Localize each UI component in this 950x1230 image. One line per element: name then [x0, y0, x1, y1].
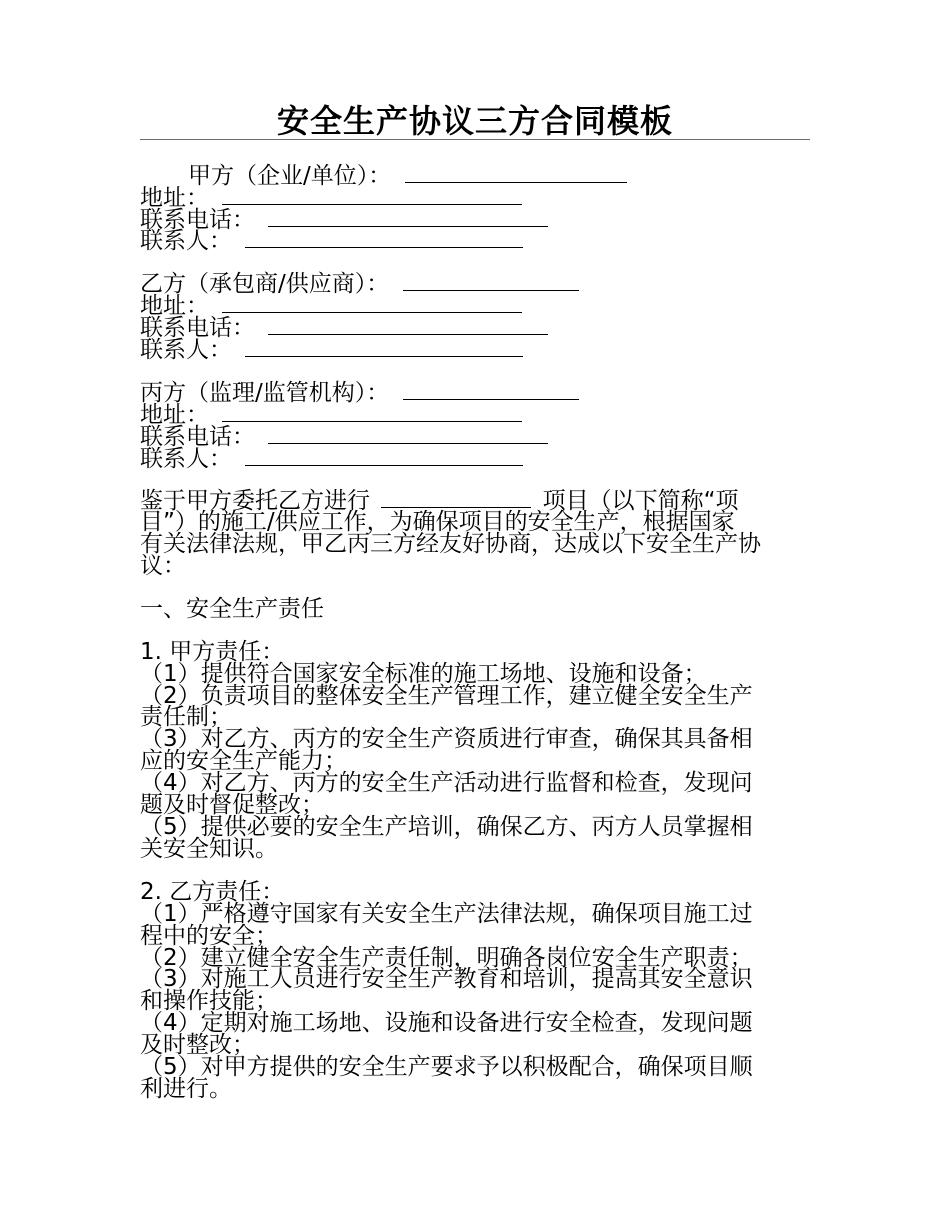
party-b-phone-blank [268, 316, 548, 335]
party-b-duty-4b: 及时整改； [140, 1032, 255, 1058]
party-c-phone-blank [268, 425, 548, 444]
preamble-line-2: 目”）的施工/供应工作，为确保项目的安全生产，根据国家 [140, 509, 735, 535]
party-a-duty-3a: （3）对乙方、丙方的安全生产资质进行审查，确保其具备相 [140, 726, 753, 752]
party-b-address-blank [222, 294, 522, 313]
party-b-address-label: 地址： [140, 293, 209, 319]
party-b-address-line [140, 294, 522, 317]
party-a-contact-blank [245, 229, 523, 248]
party-a-duty-2b: 责任制； [140, 704, 232, 730]
party-b-contact-line [140, 338, 523, 361]
preamble-text-1b: 项目（以下简称“项 [542, 488, 739, 514]
party-b-duty-3a: （3）对施工人员进行安全生产教育和培训，提高其安全意识 [140, 966, 753, 992]
preamble-line-4: 议： [140, 553, 186, 579]
title-underline [140, 139, 810, 140]
party-c-contact-blank [245, 447, 523, 466]
party-a-phone-blank [268, 208, 548, 227]
party-b-duty-1a: （1）严格遵守国家有关安全生产法律法规，确保项目施工过 [140, 901, 753, 927]
party-a-contact-line [140, 229, 523, 252]
party-c-header: 丙方（监理/监管机构）： [140, 380, 390, 406]
party-b-phone-line [140, 316, 548, 339]
party-b-header: 乙方（承包商/供应商）： [140, 271, 390, 297]
party-c-phone-line [140, 425, 548, 448]
project-name-blank [381, 489, 531, 508]
party-b-name-blank [403, 272, 579, 291]
party-c-contact-label: 联系人： [140, 446, 232, 472]
party-a-phone-label: 联系电话： [140, 207, 255, 233]
party-c-name-blank [403, 381, 579, 400]
party-b-duty-5b: 利进行。 [140, 1076, 232, 1102]
party-a-duty-2a: （2）负责项目的整体安全生产管理工作，建立健全安全生产 [140, 683, 753, 709]
party-b-contact-label: 联系人： [140, 337, 232, 363]
party-a-duty-4a: （4）对乙方、丙方的安全生产活动进行监督和检查，发现问 [140, 770, 753, 796]
party-b-duty-1b: 程中的安全； [140, 923, 278, 949]
party-a-duty-3b: 应的安全生产能力； [140, 748, 347, 774]
preamble-line-3: 有关法律法规，甲乙丙三方经友好协商，达成以下安全生产协 [140, 531, 761, 557]
party-a-address-line [140, 186, 522, 209]
party-c-phone-label: 联系电话： [140, 424, 255, 450]
party-a-duty-5a: （5）提供必要的安全生产培训，确保乙方、丙方人员掌握相 [140, 814, 753, 840]
party-a-header-line [188, 164, 627, 187]
section-heading-safety-responsibility: 一、安全生产责任 [140, 596, 324, 622]
party-a-duty-5b: 关安全知识。 [140, 836, 278, 862]
party-b-duty-5a: （5）对甲方提供的安全生产要求予以积极配合，确保项目顺 [140, 1054, 753, 1080]
party-a-duty-1: （1）提供符合国家安全标准的施工场地、设施和设备； [140, 661, 707, 687]
party-c-address-blank [222, 403, 522, 422]
preamble-text-1a: 鉴于甲方委托乙方进行 [140, 488, 370, 514]
party-b-phone-label: 联系电话： [140, 315, 255, 341]
party-a-address-blank [222, 186, 522, 205]
party-b-duty-3b: 和操作技能； [140, 988, 278, 1014]
party-c-contact-line [140, 447, 523, 470]
party-b-header-line [140, 272, 579, 295]
party-a-address-label: 地址： [140, 185, 209, 211]
party-b-duty-2: （2）建立健全安全生产责任制，明确各岗位安全生产职责； [140, 945, 753, 971]
party-c-address-label: 地址： [140, 402, 209, 428]
party-c-header-line [140, 381, 579, 404]
party-b-contact-blank [245, 338, 523, 357]
party-a-contact-label: 联系人： [140, 228, 232, 254]
party-a-header: 甲方（企业/单位）： [188, 163, 392, 189]
party-a-duties-heading: 1. 甲方责任： [140, 639, 285, 665]
party-a-duty-4b: 题及时督促整改； [140, 792, 324, 818]
document-title: 安全生产协议三方合同模板 [276, 102, 673, 140]
party-b-duties-heading: 2. 乙方责任： [140, 879, 285, 905]
party-b-duty-4a: （4）定期对施工场地、设施和设备进行安全检查，发现问题 [140, 1010, 753, 1036]
party-c-address-line [140, 403, 522, 426]
party-a-name-blank [405, 164, 627, 183]
